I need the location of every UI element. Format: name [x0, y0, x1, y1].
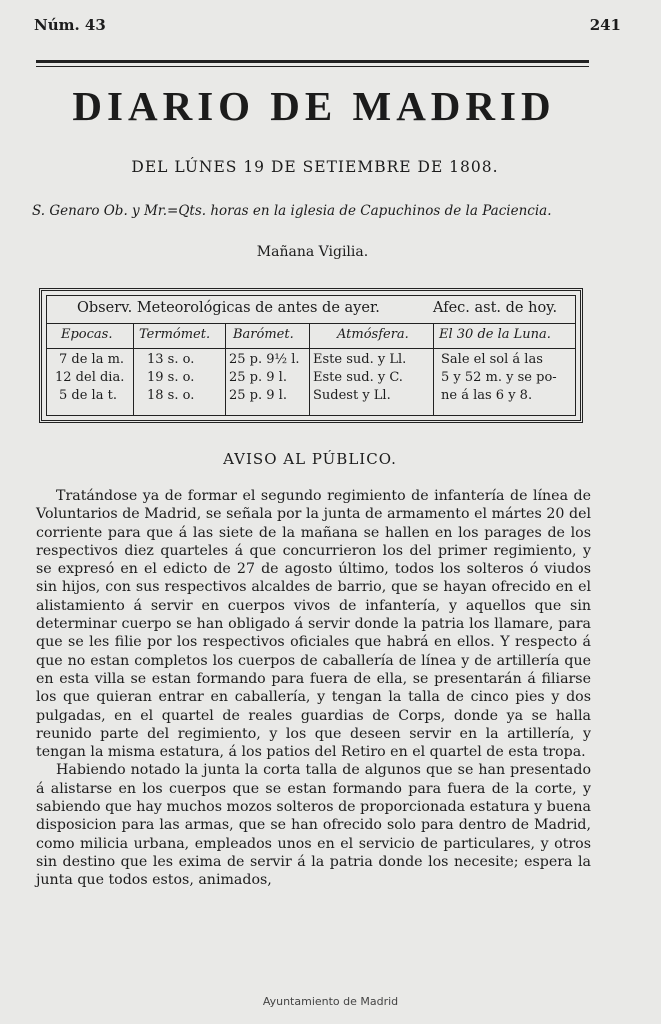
notice-title: AVISO AL PÚBLICO.	[223, 450, 397, 468]
atmosfera-cell: Sudest y Ll.	[313, 388, 391, 403]
barometro-cell: 25 p. 9½ l.	[229, 352, 300, 367]
header-rule-thin	[36, 66, 589, 67]
atmosfera-cell: Este sud. y C.	[313, 370, 403, 385]
notice-body	[36, 487, 591, 890]
table-rule	[47, 348, 575, 349]
notice-paragraph: Habiendo notado la junta la corta talla de algunos que se han presentado á alistarse en los cuerpos que se estan formando para fuera de la corte, y sabiendo que hay muchos mozos solteros de proporcionada estatura y buena disposicion para las armas, que se han ofrecido solo para dentro de Madrid, como milicia urbana, empleados unos en el servicio de particulares, y otros sin destino que les exima de servir á la patria donde los necesite; espera la junta que todos estos, animados,	[36, 762, 591, 889]
column-header: Atmósfera.	[337, 327, 409, 342]
termometro-cell: 19 s. o.	[147, 370, 195, 385]
masthead-title: DIARIO DE MADRID	[72, 83, 556, 129]
epoca-cell: 5 de la t.	[59, 388, 117, 403]
column-divider	[133, 323, 134, 415]
atmosfera-cell: Este sud. y Ll.	[313, 352, 407, 367]
notice-paragraph: Tratándose ya de formar el segundo regimiento de infantería de línea de Voluntarios de Madrid, se señala por la junta de armamento el mártes 20 del corriente para que á las siete de la mañana se hallen en los parages de los respectivos diez quarteles á que concurrieron los del primer regimiento, y se expresó en el edicto de 27 de agosto último, todos los solteros ó viudos sin hijos, con sus respectivos alcaldes de barrio, que se hayan ofrecido en el alistamiento á servir en cuerpos vivos de infantería, y aquellos que sin determinar cuerpo se han obligado á servir donde la patria los llamare, para que se les filie por los respectivos oficiales que habrá en ellos. Y respecto á que no estan completos los cuerpos de caballería de línea y de artillería que en esta villa se estan formando para fuera de ella, se presentarán á filiarse los que quieran entrar en caballería, y tengan la talla de cinco pies y dos pulgadas, en el quartel de reales guardias de Corps, donde ya se halla reunido parte del regimiento, y los que deseen servir en la artillería, y tengan la misma estatura, á los patios del Retiro en el quartel de esta tropa.	[36, 488, 591, 761]
header-rule	[36, 60, 589, 63]
column-divider	[433, 323, 434, 415]
barometro-cell: 25 p. 9 l.	[229, 370, 287, 385]
column-divider	[309, 323, 310, 415]
termometro-cell: 13 s. o.	[147, 352, 195, 367]
issue-date: DEL LÚNES 19 DE SETIEMBRE DE 1808.	[131, 158, 499, 176]
epoca-cell: 12 del dia.	[55, 370, 125, 385]
page-number: 241	[589, 16, 621, 34]
saint-of-day: S. Genaro Ob. y Mr.=Qts. horas en la iglesia de Capuchinos de la Paciencia.	[32, 203, 552, 219]
archive-watermark: Ayuntamiento de Madrid	[262, 995, 399, 1008]
column-header: Epocas.	[61, 327, 113, 342]
astro-line: Sale el sol á las	[441, 352, 543, 367]
weather-table	[39, 288, 583, 423]
astro-line: 5 y 52 m. y se po-	[441, 370, 557, 385]
barometro-cell: 25 p. 9 l.	[229, 388, 287, 403]
astro-line: ne á las 6 y 8.	[441, 388, 533, 403]
column-header: El 30 de la Luna.	[439, 327, 551, 342]
column-header: Barómet.	[233, 327, 294, 342]
epoca-cell: 7 de la m.	[59, 352, 125, 367]
astro-title: Afec. ast. de hoy.	[433, 300, 558, 316]
table-rule	[47, 323, 575, 324]
column-divider	[225, 323, 226, 415]
termometro-cell: 18 s. o.	[147, 388, 195, 403]
vigil-note: Mañana Vigilia.	[256, 244, 369, 260]
column-header: Termómet.	[139, 327, 211, 342]
issue-number: Núm. 43	[34, 16, 106, 34]
weather-title: Observ. Meteorológicas de antes de ayer.	[77, 300, 380, 316]
